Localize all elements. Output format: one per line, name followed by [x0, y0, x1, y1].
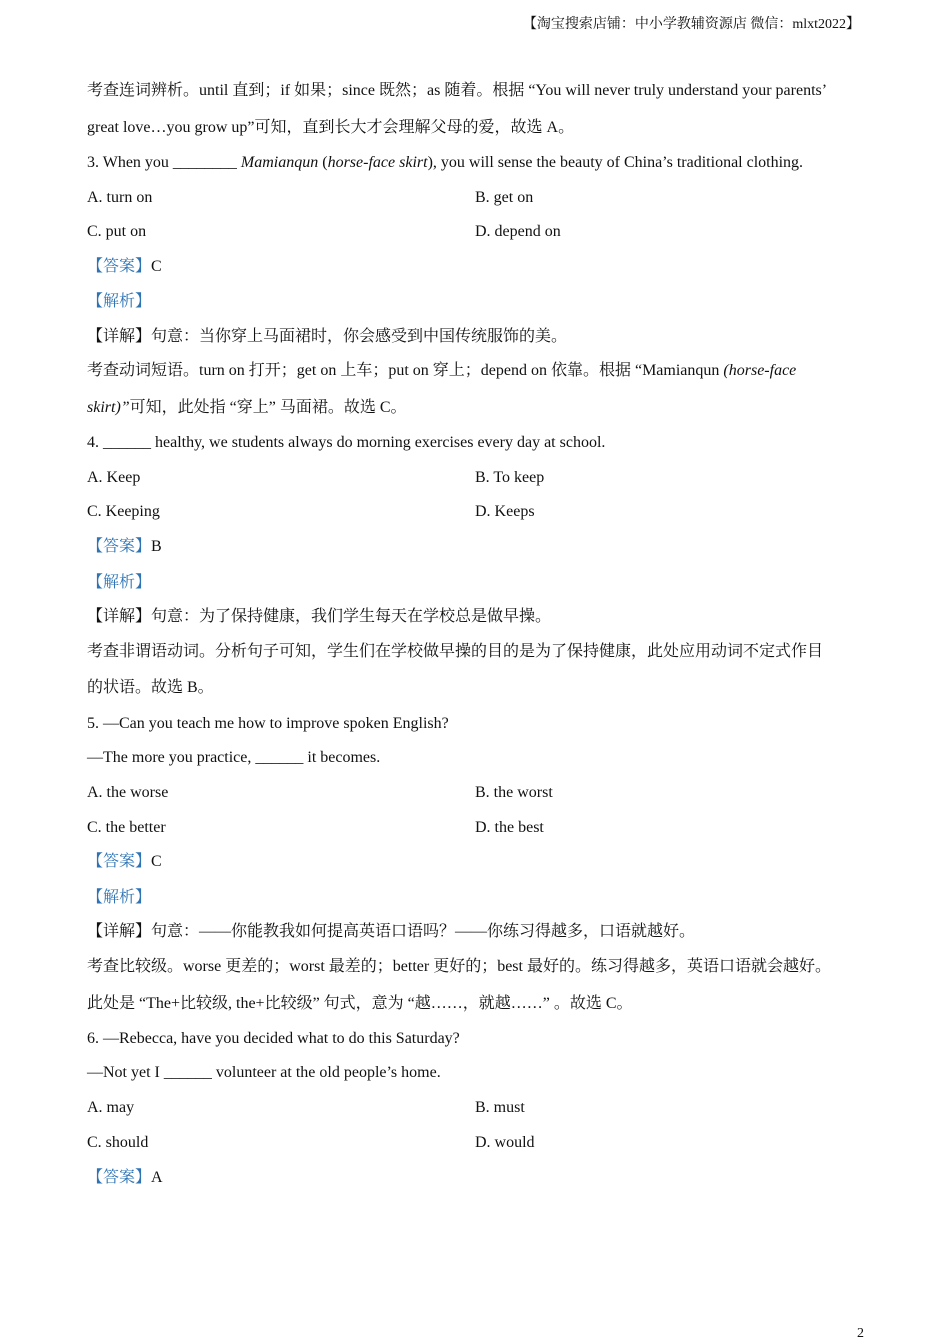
q3-explanation-line1: [87, 361, 796, 381]
q3-stem-italic: horse-face skirt: [327, 154, 428, 171]
q4-option-b: B. To keep: [475, 469, 545, 486]
q4-answer: [87, 537, 162, 557]
detail-text: 句意：当你穿上马面裙时，你会感受到中国传统服饰的美。: [151, 328, 568, 345]
detail-tag: 【详解】: [87, 923, 152, 940]
detail-text: 句意：——你能教我如何提高英语口语吗？——你练习得越多，口语就越好。: [151, 923, 696, 940]
q4-option-a: A. Keep: [87, 469, 141, 486]
q5-option-a: A. the worse: [87, 784, 169, 801]
q6-option-c: C. should: [87, 1134, 149, 1151]
q4-explanation-line1: 考查非谓语动词。分析句子可知，学生们在学校做早操的目的是为了保持健康，此处应用动词不定式作目: [87, 643, 824, 660]
q6-option-a: A. may: [87, 1099, 135, 1116]
detail-tag: 【详解】: [87, 608, 152, 625]
q5-explanation-line1: 考查比较级。worse 更差的；worst 最差的；better 更好的；best 最好的。练习得越多，英语口语就会越好。: [87, 958, 831, 975]
q3-option-c: C. put on: [87, 223, 147, 240]
q6-option-b: B. must: [475, 1099, 525, 1116]
detail-text: 句意：为了保持健康，我们学生每天在学校总是做早操。: [151, 608, 552, 625]
q3-answer: [87, 257, 162, 277]
q3-explanation-line2: [87, 398, 407, 418]
q5-detail: [87, 922, 695, 942]
detail-tag: 【详解】: [87, 328, 152, 345]
exp-italic: skirt)”: [87, 399, 130, 416]
exp-text: 可知，此处指 “穿上” 马面裙。故选 C。: [129, 399, 407, 416]
q4-analysis-tag: 【解析】: [87, 574, 152, 591]
q3-stem-italic: Mamianqun: [240, 154, 319, 171]
exp-italic: (horse-face: [723, 362, 797, 379]
q5-explanation-line2: 此处是 “The+比较级, the+比较级” 句式，意为 “越……，就越……” 。故选 C。: [87, 995, 633, 1012]
q3-analysis-tag: 【解析】: [87, 293, 152, 310]
q4-explanation-line2: 的状语。故选 B。: [87, 679, 214, 696]
prev-explanation-line2: great love…you grow up”可知，直到长大才会理解父母的爱，故选 A。: [87, 119, 575, 136]
answer-value: C: [151, 258, 162, 275]
answer-tag: 【答案】: [87, 538, 152, 555]
q5-answer: [87, 852, 162, 872]
question-5-stem-line1: 5. —Can you teach me how to improve spoken English?: [87, 715, 449, 732]
question-5-stem-line2: —The more you practice, ______ it becomes.: [87, 749, 381, 766]
answer-value: B: [151, 538, 162, 555]
q5-option-c: C. the better: [87, 819, 166, 836]
q6-answer: [87, 1168, 163, 1188]
q4-detail: [87, 607, 551, 627]
answer-tag: 【答案】: [87, 853, 152, 870]
answer-tag: 【答案】: [87, 258, 152, 275]
q3-option-a: A. turn on: [87, 189, 153, 206]
page-header: 【淘宝搜索店铺：中小学教辅资源店 微信：mlxt2022】: [522, 17, 860, 32]
exp-text: 考查动词短语。turn on 打开；get on 上车；put on 穿上；depend on 依靠。根据 “Mamianqun: [87, 362, 724, 379]
q4-option-c: C. Keeping: [87, 503, 160, 520]
prev-explanation-line1: 考查连词辨析。until 直到；if 如果；since 既然；as 随着。根据 “You will never truly understand your parents’: [87, 82, 828, 99]
q3-stem-part: 3. When you ________: [87, 154, 241, 171]
q5-option-b: B. the worst: [475, 784, 553, 801]
answer-value: A: [151, 1169, 163, 1186]
answer-tag: 【答案】: [87, 1169, 152, 1186]
q4-option-d: D. Keeps: [475, 503, 535, 520]
answer-value: C: [151, 853, 162, 870]
q5-analysis-tag: 【解析】: [87, 889, 152, 906]
q3-option-d: D. depend on: [475, 223, 561, 240]
q3-detail: [87, 327, 567, 347]
q3-stem-part: ), you will sense the beauty of China’s traditional clothing.: [427, 154, 804, 171]
question-4-stem: 4. ______ healthy, we students always do morning exercises every day at school.: [87, 434, 606, 451]
q3-option-b: B. get on: [475, 189, 534, 206]
question-6-stem-line1: 6. —Rebecca, have you decided what to do this Saturday?: [87, 1030, 460, 1047]
q6-option-d: D. would: [475, 1134, 535, 1151]
page-number: 2: [857, 1326, 864, 1341]
q3-stem-part: (: [318, 154, 328, 171]
question-6-stem-line2: —Not yet I ______ volunteer at the old people’s home.: [87, 1064, 441, 1081]
q5-option-d: D. the best: [475, 819, 544, 836]
question-3-stem: [87, 153, 803, 173]
